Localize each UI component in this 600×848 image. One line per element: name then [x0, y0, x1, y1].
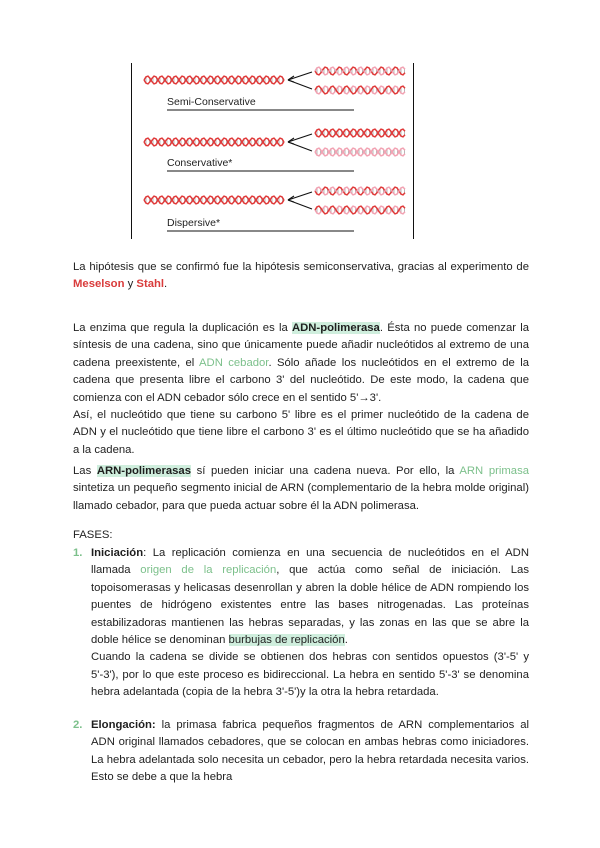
iniciacion-text1: : La replicación comienza en una secuencia de nucleótidos en el ADN llamada [91, 547, 529, 577]
arn-primasa-term: ARN primasa [459, 465, 529, 477]
parent-helix-1-strand-b [144, 138, 284, 146]
paragraph-arn-polimerasa [73, 463, 529, 515]
stahl-name: Stahl [136, 278, 165, 291]
p2-text1: La enzima que regula la duplicación es la [73, 322, 292, 334]
p1-end: . [164, 278, 168, 291]
p3-text3: sintetiza un pequeño segmento inicial de ARN (complementario de la hebra molde original) llamado cebador, para que pueda actuar sobre él la ADN polimerasa. [73, 482, 529, 512]
model-label: Semi-Conservative [167, 96, 256, 108]
p3-text2: sí pueden iniciar una cadena nueva. Por ello, la [191, 465, 460, 477]
p3-text1: Las [73, 465, 97, 477]
elongacion-title: Elongación: [91, 719, 156, 731]
iniciacion-text3: . [344, 634, 348, 647]
split-arrow-1-up [288, 134, 312, 142]
paragraph-adn-polimerasa [73, 320, 529, 459]
paragraph-hypothesis [73, 259, 529, 294]
p1-text: La hipótesis que se confirmó fue la hipótesis semiconservativa, gracias al experimento de [73, 261, 529, 273]
iniciacion-text2: , que actúa como señal de iniciación. Las topoisomerasas y helicasas desenrollan y abren la doble hélice de ADN rompiendo los puentes de hidrógeno existentes entre las bases nitrogenadas. Las proteínas estabilizadoras mantienen las hebras separadas, y las zonas en las que se abre la doble hélice se denominan [91, 564, 529, 647]
p2-text2: . Ésta no puede comenzar la síntesis de una cadena, sino que únicamente puede añadir nucleótidos al extremo de una cadena preexistente, el [73, 322, 530, 369]
list-number: 1. [73, 547, 83, 559]
model-label: Dispersive* [167, 217, 221, 229]
model-label: Conservative* [167, 157, 233, 169]
fases-heading: FASES: [73, 529, 113, 541]
replication-models-figure [131, 63, 414, 239]
origen-replicacion-term: origen de la replicación [140, 564, 277, 577]
arn-polimerasas-term: ARN-polimerasas [96, 465, 191, 477]
p2-text3: . Sólo añade los nucleótidos en el extremo de la cadena que presenta libre el carbono 3' del nucleótido. De este modo, la cadena que comienza con el ADN cebador sólo crece en el sentido 5'→3'. [73, 356, 529, 404]
list-number: 2. [73, 719, 83, 731]
split-arrow-2-up [288, 192, 312, 200]
p1-conj: y [124, 278, 137, 291]
parent-helix-0-strand-b [144, 76, 284, 84]
iniciacion-title: Iniciación [91, 547, 144, 559]
burbujas-term: burbujas de replicación [228, 634, 345, 647]
replication-diagram [132, 63, 413, 239]
parent-helix-2-strand-b [144, 196, 284, 204]
list-item-elongacion [73, 717, 529, 787]
adn-polimerasa-term: ADN-polimerasa [291, 322, 380, 334]
list-item-iniciacion [73, 545, 529, 702]
split-arrow-0-up [288, 72, 312, 80]
meselson-name: Meselson [73, 278, 125, 291]
elongacion-text1: la primasa fabrica pequeños fragmentos de ARN complementarios al ADN original llamados cebadores, que se colocan en ambas hebras como iniciadores. La hebra adelantada solo necesita un cebador, pero la hebra retardada necesita varios. Esto se debe a que la hebra [91, 719, 529, 784]
adn-cebador-term: ADN cebador [199, 356, 269, 369]
iniciacion-text4: Cuando la cadena se divide se obtienen dos hebras con sentidos opuestos (3'-5' y 5'-3'), por lo que este proceso es bidireccional. La hebra en sentido 5'-3' se denomina hebra adelantada (copia de la hebra 3'-5')y la otra la hebra retardada. [91, 651, 529, 699]
p2-text4: Así, el nucleótido que tiene su carbono 5' libre es el primer nucleótido de la cadena de ADN y el nucleótido que tiene libre el carbono 3' es el último nucleótido que se ha añadido a la cadena. [73, 409, 529, 456]
